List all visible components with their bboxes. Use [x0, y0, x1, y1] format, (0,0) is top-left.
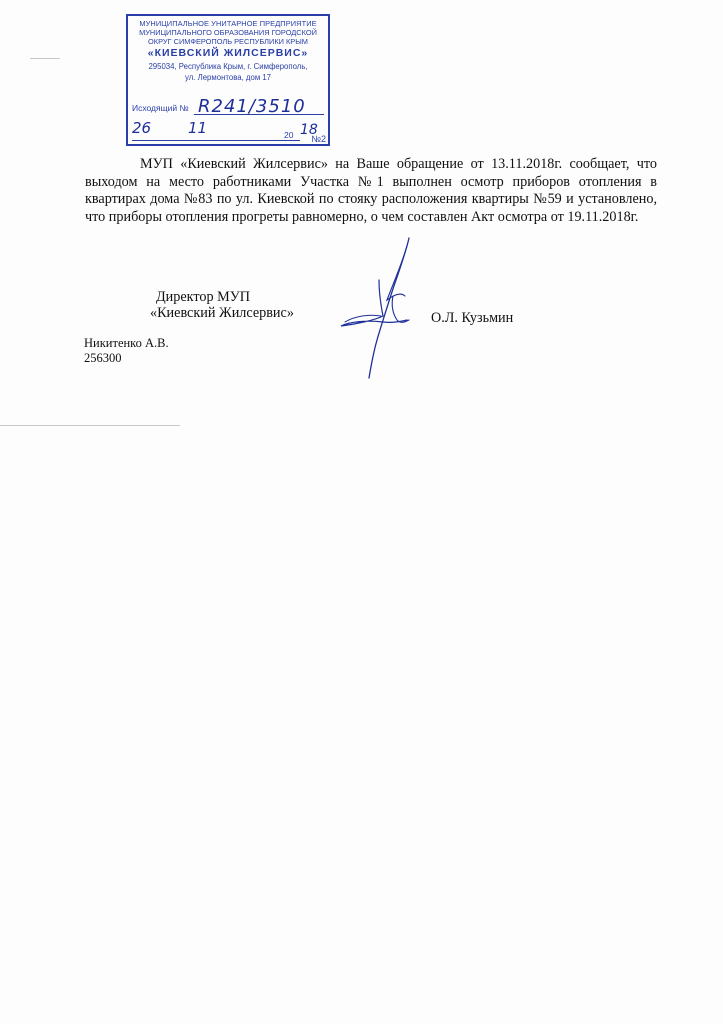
scan-mark [30, 58, 60, 59]
stamp-address-2: ул. Лермонтова, дом 17 [184, 73, 272, 82]
executor-phone: 256300 [84, 351, 122, 365]
signer-title-line-1: Директор МУП [156, 289, 251, 305]
handwritten-signature [335, 236, 435, 380]
scan-mark [0, 425, 180, 426]
letter-body: МУП «Киевский Жилсервис» на Ваше обращение от 13.11.2018г. сообщает, что выходом на место работниками Участка №1 выполнен осмотр приборов отопления в квартирах дома №83 по ул. Киевской по стояку расположения квартиры №59 и установлено, что приборы отопления прогреты равномерно, о чем составлен Акт осмотра от 19.11.2018г. [85, 156, 657, 225]
signer-title-line-2: «Киевский Жилсервис» [150, 305, 294, 321]
stamp-line-2: МУНИЦИПАЛЬНОГО ОБРАЗОВАНИЯ ГОРОДСКОЙ [139, 28, 317, 37]
stamp-line-3: ОКРУГ СИМФЕРОПОЛЬ РЕСПУБЛИКИ КРЫМ [148, 37, 308, 46]
stamp-org-name: «КИЕВСКИЙ ЖИЛСЕРВИС» [147, 47, 309, 59]
stamp-date-year: 18 [300, 122, 318, 138]
stamp-number-rule [194, 114, 324, 115]
stamp-line-1: МУНИЦИПАЛЬНОЕ УНИТАРНОЕ ПРЕДПРИЯТИЕ [139, 19, 317, 28]
stamp-date-day: 26 [132, 119, 152, 137]
stamp-sheet-number: №2 [311, 134, 326, 144]
stamp-outgoing-label: Исходящий № [132, 103, 189, 113]
stamp-date-rule [132, 140, 300, 141]
stamp-outgoing-number: R241/3510 [198, 96, 306, 117]
signer-name: О.Л. Кузьмин [431, 310, 514, 326]
stamp-address-1: 295034, Республика Крым, г. Симферополь, [148, 62, 308, 71]
executor-name: Никитенко А.В. [84, 336, 169, 350]
stamp-date-month: 11 [188, 119, 208, 137]
stamp-year-prefix: 20 [284, 130, 294, 140]
outgoing-stamp [126, 14, 330, 146]
